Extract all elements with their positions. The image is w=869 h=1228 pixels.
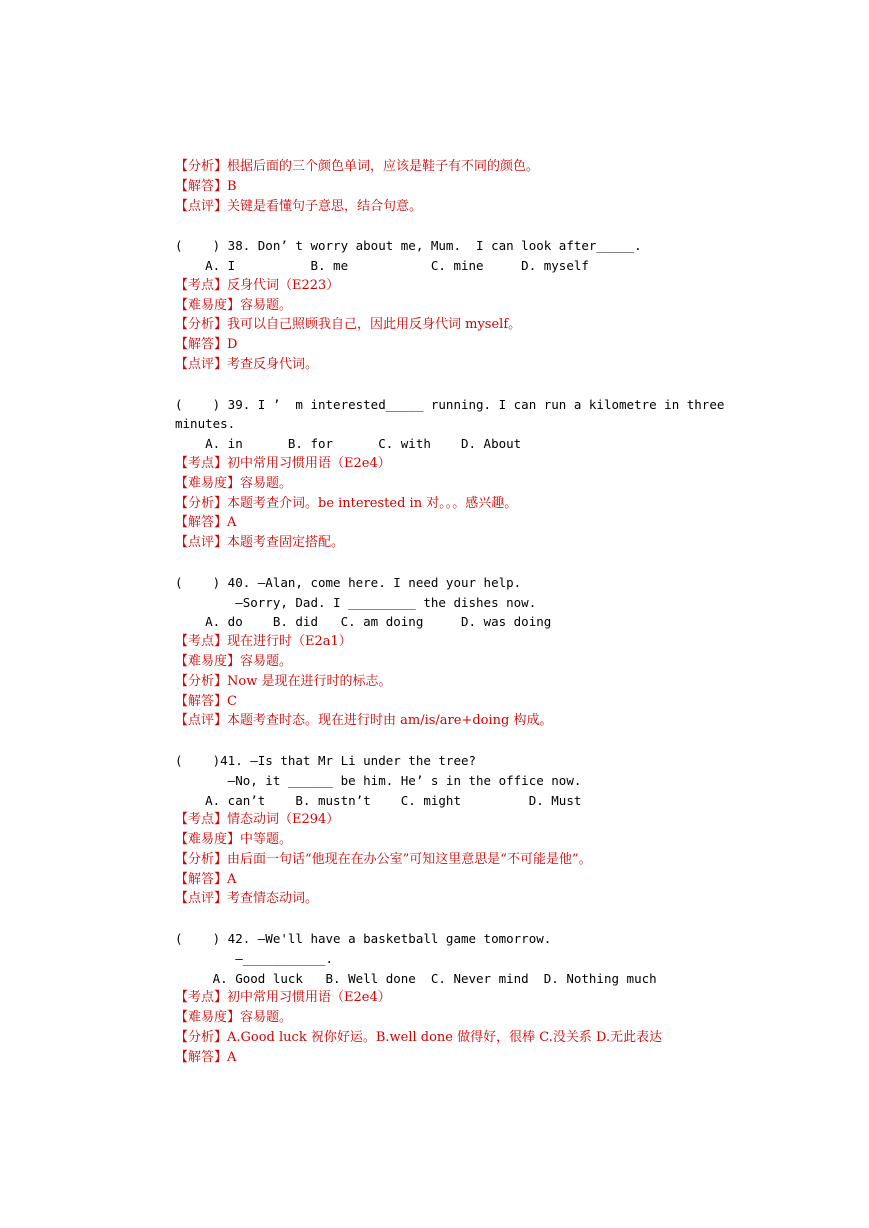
- blank-line: [175, 553, 745, 573]
- answer-analysis-line: 【分析】A.Good luck 祝你好运。B.well done 做得好，很棒 C.没关系 D.无此表达: [175, 1030, 663, 1046]
- blank-line: [175, 909, 745, 929]
- question-line: ( ) 38. Don’ t worry about me, Mum. I can look after_____.: [175, 238, 642, 254]
- answer-analysis-line: 【解答】B: [175, 178, 237, 194]
- answer-analysis-line: 【解答】A: [175, 515, 237, 531]
- answer-analysis-line: 【点评】考查情态动词。: [175, 891, 319, 907]
- answer-analysis-line: 【考点】初中常用习惯用语（E2e4）: [175, 455, 391, 471]
- answer-analysis-line: 【点评】考查反身代词。: [175, 356, 319, 372]
- answer-analysis-line: 【点评】本题考查固定搭配。: [175, 535, 345, 551]
- blank-line: [175, 216, 745, 236]
- answer-analysis-line: 【考点】现在进行时（E2a1）: [175, 634, 352, 650]
- answer-analysis-line: 【点评】本题考查时态。现在进行时由 am/is/are+doing 构成。: [175, 713, 553, 729]
- question-line: —Sorry, Dad. I _________ the dishes now.: [175, 594, 537, 610]
- question-line: ( )41. —Is that Mr Li under the tree?: [175, 752, 477, 768]
- question-line: ( ) 39. I ’ m interested_____ running. I can run a kilometre in three: [175, 396, 725, 412]
- blank-line: [175, 731, 745, 751]
- answer-analysis-line: 【点评】关键是看懂句子意思，结合句意。: [175, 198, 423, 214]
- question-line: A. do B. did C. am doing D. was doing: [175, 614, 552, 630]
- answer-analysis-line: 【难易度】容易题。: [175, 653, 293, 669]
- answer-analysis-line: 【分析】本题考查介词。be interested in 对。。。感兴趣。: [175, 495, 518, 511]
- question-line: A. can’t B. mustn’t C. might D. Must: [175, 792, 582, 808]
- question-line: A. in B. for C. with D. About: [175, 436, 522, 452]
- answer-analysis-line: 【解答】C: [175, 693, 237, 709]
- question-line: minutes.: [175, 416, 236, 432]
- question-line: —No, it ______ be him. He’ s in the office now.: [175, 772, 582, 788]
- question-line: ( ) 42. —We'll have a basketball game tomorrow.: [175, 931, 552, 947]
- answer-analysis-line: 【考点】反身代词（E223）: [175, 277, 340, 293]
- answer-analysis-line: 【考点】情态动词（E294）: [175, 812, 340, 828]
- answer-analysis-line: 【分析】我可以自己照顾我自己，因此用反身代词 myself。: [175, 317, 522, 333]
- answer-analysis-line: 【难易度】中等题。: [175, 832, 293, 848]
- answer-analysis-line: 【难易度】容易题。: [175, 297, 293, 313]
- question-line: ( ) 40. —Alan, come here. I need your help.: [175, 574, 522, 590]
- question-line: A. Good luck B. Well done C. Never mind D. Nothing much: [175, 970, 657, 986]
- answer-analysis-line: 【分析】由后面一句话“他现在在办公室”可知这里意思是“不可能是他”。: [175, 851, 592, 867]
- answer-analysis-line: 【解答】A: [175, 871, 237, 887]
- question-line: A. I B. me C. mine D. myself: [175, 257, 589, 273]
- answer-analysis-line: 【难易度】容易题。: [175, 475, 293, 491]
- blank-line: [175, 375, 745, 395]
- document-page: [175, 157, 745, 1068]
- answer-analysis-line: 【考点】初中常用习惯用语（E2e4）: [175, 990, 391, 1006]
- answer-analysis-line: 【解答】A: [175, 1049, 237, 1065]
- answer-analysis-line: 【难易度】容易题。: [175, 1010, 293, 1026]
- answer-analysis-line: 【解答】D: [175, 337, 238, 353]
- question-line: —___________.: [175, 950, 334, 966]
- answer-analysis-line: 【分析】Now 是现在进行时的标志。: [175, 673, 392, 689]
- answer-analysis-line: 【分析】根据后面的三个颜色单词，应该是鞋子有不同的颜色。: [175, 159, 540, 174]
